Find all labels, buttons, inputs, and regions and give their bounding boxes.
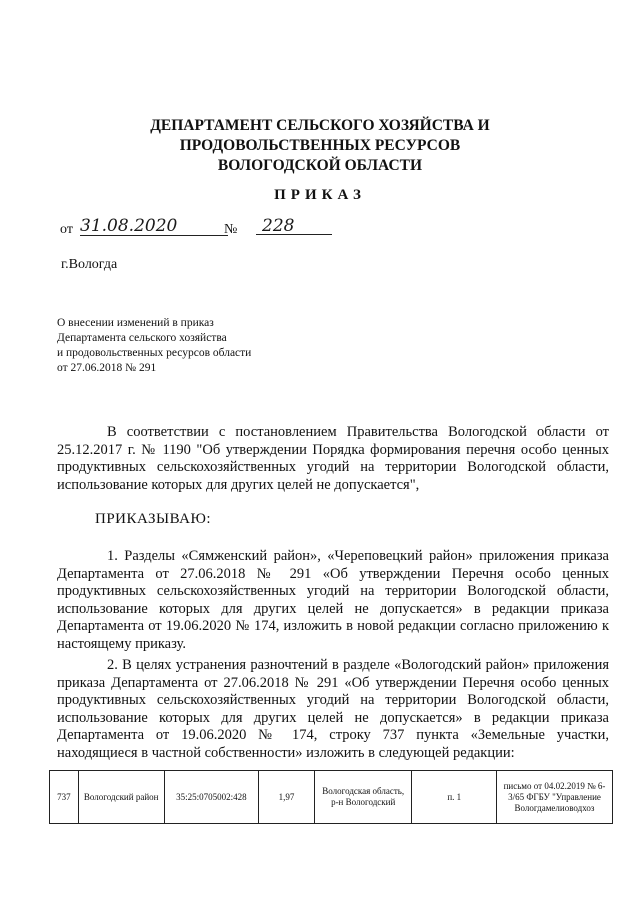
org-line-1: ДЕПАРТАМЕНТ СЕЛЬСКОГО ХОЗЯЙСТВА И — [150, 117, 490, 134]
number-prefix: № — [224, 222, 238, 237]
order-number: 228 — [256, 216, 332, 235]
table-row — [50, 771, 613, 824]
subject-line-4: от 27.06.2018 № 291 — [57, 362, 157, 374]
table-cell-row-number: 737 — [50, 771, 79, 824]
document-type-title: ПРИКАЗ — [274, 187, 366, 203]
table-cell-district: Вологодский район — [78, 771, 164, 824]
land-plot-table — [49, 770, 613, 824]
order-word: ПРИКАЗЫВАЮ: — [95, 511, 212, 527]
item-2-paragraph: 2. В целях устранения разночтений в разделе «Вологодский район» приложения приказа Департамента от 27.06.2018 № 291 «Об утверждении Перечня особо ценных продуктивных сельскохозяйственных угодий на территории Вологодской области, использование которых для других целей не допускается» в редакции приказа Департамента от 19.06.2020 № 174, строку 737 пункта «Земельные участки, находящиеся в частной собственности» изложить в следующей редакции: — [57, 657, 609, 761]
org-line-2: ПРОДОВОЛЬСТВЕННЫХ РЕСУРСОВ — [179, 137, 461, 154]
table-cell-item: п. 1 — [412, 771, 497, 824]
city-name: г.Вологда — [61, 257, 118, 272]
table-cell-area: 1,97 — [259, 771, 315, 824]
order-date: 31.08.2020 — [80, 216, 228, 236]
item-1-paragraph: 1. Разделы «Сямженский район», «Череповецкий район» приложения приказа Департамента от 27.06.2018 № 291 «Об утверждении Перечня особо ценных продуктивных сельскохозяйственных угодий на территории Вологодской области, использование которых для других целей не допускается» в редакции приказа Департамента от 19.06.2020 № 174, изложить в новой редакции согласно приложению к настоящему приказу. — [57, 548, 609, 652]
subject-line-3: и продовольственных ресурсов области — [57, 347, 252, 359]
subject-line-2: Департамента сельского хозяйства — [57, 332, 227, 344]
table-cell-location: Вологодская область, р-н Вологодский — [314, 771, 412, 824]
org-line-3: ВОЛОГОДСКОЙ ОБЛАСТИ — [217, 157, 423, 174]
order-date-number-line — [60, 216, 360, 240]
preamble-paragraph: В соответствии с постановлением Правительства Вологодской области от 25.12.2017 г. № 1190 "Об утверждении Порядка формирования перечня особо ценных продуктивных сельскохозяйственных угодий на территории Вологодской области, использование которых для других целей не допускается", — [57, 424, 609, 493]
table-cell-cadastral-number: 35:25:0705002:428 — [164, 771, 258, 824]
subject-line-1: О внесении изменений в приказ — [57, 317, 214, 329]
table-cell-basis: письмо от 04.02.2019 № 6-3/65 ФГБУ "Управление Вологдамелиоводхоз — [496, 771, 612, 824]
date-prefix: от — [60, 222, 73, 237]
organization-heading — [0, 116, 640, 176]
order-subject — [57, 316, 251, 376]
